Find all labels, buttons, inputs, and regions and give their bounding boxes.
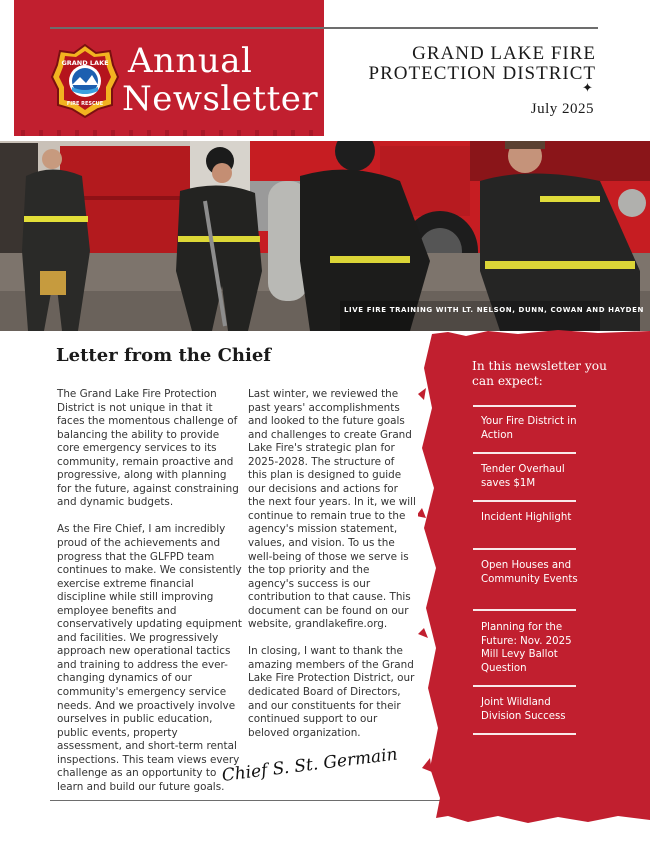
letter-paragraph: The Grand Lake Fire Protection District is not unique in that it faces the momentous challenge of balancing the ability to provide core emergency services to its community, remain proactive and progressive, along with planning for the future, against constraining and dynamic budgets. <box>57 388 239 509</box>
district-name-line1: GRAND LAKE FIRE <box>412 43 596 64</box>
sidebar-divider <box>473 452 576 454</box>
sidebar-item-joint-wildland[interactable]: Joint Wildland Division Success <box>481 697 566 722</box>
sidebar-item-fire-district-in-action[interactable]: Your Fire District in Action <box>481 416 577 441</box>
badge-top-text: GRAND LAKE <box>61 59 109 67</box>
sidebar-divider <box>473 609 576 611</box>
letter-column-1 <box>57 388 243 794</box>
sidebar-divider <box>473 733 576 735</box>
sidebar-divider <box>473 685 576 687</box>
top-divider <box>50 27 598 29</box>
sidebar-item-incident-highlight[interactable]: Incident Highlight <box>481 512 572 523</box>
letter-paragraph: In closing, I want to thank the amazing members of the Grand Lake Fire Protection District, our dedicated Board of Directors, and our constituents for their continued support to our beloved organization. <box>248 645 415 739</box>
sparkle-icon: ✦ <box>582 80 593 95</box>
district-name-line2: PROTECTION DISTRICT <box>368 63 596 84</box>
fire-district-badge-icon <box>50 43 120 119</box>
letter-column-2 <box>248 388 416 740</box>
training-photo <box>0 141 650 331</box>
letter-paragraph: As the Fire Chief, I am incredibly proud of the achievements and progress that the GLFPD team continues to make. We consistently exercise extreme financial discipline while still improving employee benefits and conservatively updating equipment and facilities. We progressively approach new operational tactics and training to address the ever-changing dynamics of our community's emergency service needs. And we proactively involve ourselves in public education, public events, property assessment, and short-term rental inspections. This team views every challenge as an opportunity to learn and build our future goals. <box>57 523 242 793</box>
photo-caption: LIVE FIRE TRAINING WITH LT. NELSON, DUNN, COWAN AND HAYDEN <box>344 306 644 314</box>
letter-title: Letter from the Chief <box>56 345 272 366</box>
newsletter-title-line1: Annual <box>128 41 253 81</box>
letter-paragraph: Last winter, we reviewed the past years' accomplishments and looked to the future goals and challenges to create Grand Lake Fire's strategic plan for 2025-2028. The structure of this plan is designed to guide our decisions and actions for the next four years. In it, we will continue to remain true to the agency's mission statement, values, and vision. To us the well-being of those we serve is the top priority and the agency's success is our contribution to that cause. This document can be found on our website, grandlakefire.org. <box>248 388 416 631</box>
sidebar-item-tender-overhaul[interactable]: Tender Overhaul saves $1M <box>481 464 565 489</box>
newsletter-title-line2: Newsletter <box>122 79 319 119</box>
bottom-divider <box>50 800 450 801</box>
sidebar-divider <box>473 500 576 502</box>
sidebar-item-planning-for-future[interactable]: Planning for the Future: Nov. 2025 Mill Levy Ballot Question <box>481 622 572 674</box>
district-name <box>316 44 596 84</box>
sidebar-divider <box>473 405 576 407</box>
sidebar-heading: In this newsletter you can expect: <box>472 359 607 388</box>
sidebar-divider <box>473 548 576 550</box>
badge-bottom-text: FIRE RESCUE <box>66 101 104 107</box>
sidebar-item-open-houses[interactable]: Open Houses and Community Events <box>481 560 578 585</box>
issue-date: July 2025 <box>530 101 594 117</box>
chief-signature: Chief S. St. Germain <box>220 744 399 786</box>
